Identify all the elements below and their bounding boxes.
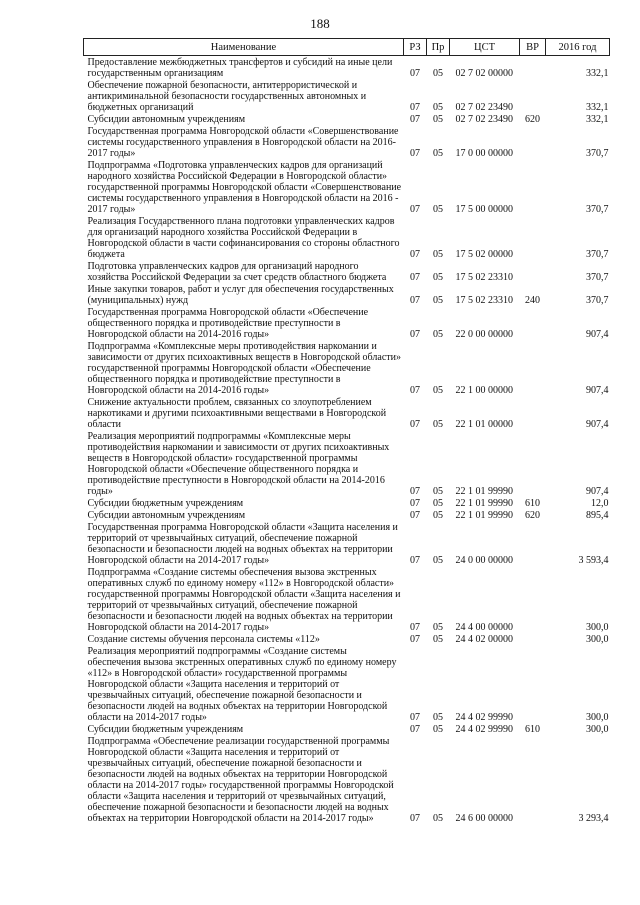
- cell-sum: 370,7: [586, 148, 609, 159]
- cell-rz: 07: [410, 329, 420, 340]
- cell-vr: 610: [525, 498, 540, 509]
- cell-sum: 332,1: [586, 68, 609, 79]
- cell-rz: 07: [410, 634, 420, 645]
- cell-vr: [520, 340, 546, 396]
- cell-name: Реализация мероприятий подпрограммы «Комплексные меры противодействия наркомании и зависимости от других психоактивных веществ в Новгородской области» государственной программы Новгородской области «Обеспечение общественного порядка и противодействие преступности в Новгородской области на 2014-2016 годы»: [87, 431, 390, 497]
- table-row: [84, 159, 610, 215]
- cell-pr: 05: [433, 385, 443, 396]
- table-row: [84, 79, 610, 113]
- cell-rz: 07: [410, 204, 420, 215]
- cell-pr: 05: [433, 622, 443, 633]
- cell-sum: 370,7: [586, 272, 609, 283]
- header-vr: ВР: [520, 39, 546, 56]
- cell-pr: 05: [433, 419, 443, 430]
- table-row: [84, 260, 610, 283]
- cell-rz: 07: [410, 249, 420, 260]
- cell-rz: 07: [410, 510, 420, 521]
- cell-sum: 332,1: [586, 114, 609, 125]
- cell-pr: 05: [433, 510, 443, 521]
- table-row: [84, 56, 610, 80]
- cell-name: Субсидии бюджетным учреждениям: [87, 498, 244, 509]
- cell-pr: 05: [433, 724, 443, 735]
- header-name: Наименование: [84, 39, 404, 56]
- budget-table: [83, 38, 610, 824]
- cell-sum: 907,4: [586, 419, 609, 430]
- table-row: [84, 566, 610, 633]
- header-rz: РЗ: [404, 39, 427, 56]
- table-row: [84, 125, 610, 159]
- cell-sum: 300,0: [586, 622, 609, 633]
- cell-cst: 17 5 02 23310: [455, 295, 513, 306]
- cell-rz: 07: [410, 724, 420, 735]
- cell-vr: 620: [525, 510, 540, 521]
- cell-cst: 22 1 01 99990: [455, 510, 513, 521]
- cell-vr: [520, 566, 546, 633]
- cell-rz: 07: [410, 102, 420, 113]
- cell-rz: 07: [410, 555, 420, 566]
- cell-rz: 07: [410, 498, 420, 509]
- cell-name: Подготовка управленческих кадров для организаций народного хозяйства Российской Федерации за счет средств областного бюджета: [87, 261, 387, 283]
- table-row: [84, 521, 610, 566]
- cell-name: Подпрограмма «Подготовка управленческих кадров для организаций народного хозяйства Российской Федерации в Новгородской области» государственной программы Новгородской области «Совершенствование системы государственного управления в Новгородской области на 2016 - 2017 годы»: [87, 160, 402, 215]
- cell-pr: 05: [433, 712, 443, 723]
- table-row: [84, 509, 610, 521]
- table-row: [84, 497, 610, 509]
- page-number: 188: [310, 16, 330, 31]
- cell-rz: 07: [410, 272, 420, 283]
- cell-vr: [520, 396, 546, 430]
- cell-pr: 05: [433, 148, 443, 159]
- cell-vr: [520, 125, 546, 159]
- cell-cst: 22 1 01 00000: [455, 419, 513, 430]
- cell-rz: 07: [410, 813, 420, 824]
- cell-cst: 24 4 00 00000: [455, 622, 513, 633]
- cell-pr: 05: [433, 68, 443, 79]
- cell-vr: 620: [525, 114, 540, 125]
- cell-pr: 05: [433, 249, 443, 260]
- cell-vr: [520, 735, 546, 824]
- cell-name: Подпрограмма «Комплексные меры противодействия наркомании и зависимости от других психоактивных веществ в Новгородской области» государственной программы Новгородской области «Обеспечение общественного порядка и противодействие преступности в Новгородской области на 2014-2016 годы»: [87, 341, 401, 396]
- cell-sum: 300,0: [586, 634, 609, 645]
- cell-cst: 24 4 02 00000: [455, 634, 513, 645]
- cell-sum: 895,4: [586, 510, 609, 521]
- cell-vr: [520, 159, 546, 215]
- cell-sum: 12,0: [591, 498, 609, 509]
- cell-sum: 3 293,4: [578, 813, 609, 824]
- cell-sum: 300,0: [586, 724, 609, 735]
- cell-pr: 05: [433, 329, 443, 340]
- cell-rz: 07: [410, 622, 420, 633]
- cell-rz: 07: [410, 68, 420, 79]
- cell-sum: 370,7: [586, 295, 609, 306]
- cell-rz: 07: [410, 419, 420, 430]
- cell-cst: 24 4 02 99990: [455, 712, 513, 723]
- cell-vr: 240: [525, 295, 540, 306]
- cell-name: Обеспечение пожарной безопасности, антитеррористической и антикриминальной безопасности государственных автономных и бюджетных организаций: [87, 80, 367, 113]
- cell-sum: 907,4: [586, 329, 609, 340]
- cell-cst: 17 0 00 00000: [455, 148, 513, 159]
- header-pr: Пр: [427, 39, 450, 56]
- cell-rz: 07: [410, 712, 420, 723]
- cell-vr: [520, 56, 546, 80]
- cell-vr: [520, 521, 546, 566]
- cell-sum: 370,7: [586, 204, 609, 215]
- table-row: [84, 735, 610, 824]
- cell-vr: [520, 430, 546, 497]
- cell-pr: 05: [433, 634, 443, 645]
- cell-vr: [520, 645, 546, 723]
- cell-sum: 332,1: [586, 102, 609, 113]
- cell-cst: 02 7 02 23490: [455, 102, 513, 113]
- cell-pr: 05: [433, 272, 443, 283]
- cell-vr: 610: [525, 724, 540, 735]
- cell-sum: 370,7: [586, 249, 609, 260]
- cell-cst: 22 1 00 00000: [455, 385, 513, 396]
- table-row: [84, 645, 610, 723]
- table-row: [84, 723, 610, 735]
- cell-pr: 05: [433, 102, 443, 113]
- cell-rz: 07: [410, 295, 420, 306]
- cell-rz: 07: [410, 486, 420, 497]
- cell-pr: 05: [433, 498, 443, 509]
- header-year: 2016 год: [546, 39, 610, 56]
- cell-vr: [520, 306, 546, 340]
- header-cst: ЦСТ: [450, 39, 520, 56]
- cell-name: Субсидии автономным учреждениям: [87, 114, 246, 125]
- cell-sum: 907,4: [586, 385, 609, 396]
- cell-rz: 07: [410, 385, 420, 396]
- cell-cst: 02 7 02 23490: [455, 114, 513, 125]
- table-row: [84, 633, 610, 645]
- table-row: [84, 283, 610, 306]
- cell-cst: 17 5 00 00000: [455, 204, 513, 215]
- cell-sum: 3 593,4: [578, 555, 609, 566]
- cell-vr: [520, 215, 546, 260]
- cell-rz: 07: [410, 114, 420, 125]
- cell-pr: 05: [433, 555, 443, 566]
- cell-name: Государственная программа Новгородской области «Обеспечение общественного порядка и противодействие преступности в Новгородской области на 2014-2016 годы»: [87, 307, 369, 340]
- cell-cst: 17 5 02 00000: [455, 249, 513, 260]
- cell-pr: 05: [433, 295, 443, 306]
- table-row: [84, 113, 610, 125]
- cell-vr: [520, 260, 546, 283]
- cell-name: Подпрограмма «Обеспечение реализации государственной программы Новгородской области «Защита населения и территорий от чрезвычайных ситуаций, обеспечение пожарной безопасности и безопасности людей на водных объектах на территории Новгородской области на 2014-2017 годы» государственной программы Новгородской области «Защита населения и территорий от чрезвычайных ситуаций, обеспечение пожарной безопасности и безопасности людей на водных объектах на территории Новгородской области на 2014-2017 годы»: [87, 736, 394, 824]
- cell-name: Реализация Государственного плана подготовки управленческих кадров для организаций народного хозяйства Российской Федерации в Новгородской области в части софинансирования со стороны областного бюджета: [87, 216, 400, 260]
- cell-name: Иные закупки товаров, работ и услуг для обеспечения государственных (муниципальных) нужд: [87, 284, 394, 306]
- cell-name: Субсидии бюджетным учреждениям: [87, 724, 244, 735]
- cell-pr: 05: [433, 114, 443, 125]
- cell-cst: 02 7 02 00000: [455, 68, 513, 79]
- cell-cst: 24 6 00 00000: [455, 813, 513, 824]
- cell-pr: 05: [433, 486, 443, 497]
- cell-name: Предоставление межбюджетных трансфертов и субсидий на иные цели государственным организациям: [87, 57, 393, 79]
- cell-pr: 05: [433, 204, 443, 215]
- cell-name: Снижение актуальности проблем, связанных со злоупотреблением наркотиками и другими психоактивными веществами в Новгородской области: [87, 397, 387, 430]
- cell-cst: 22 1 01 99990: [455, 486, 513, 497]
- table-row: [84, 396, 610, 430]
- cell-cst: 24 0 00 00000: [455, 555, 513, 566]
- table-row: [84, 306, 610, 340]
- cell-name: Подпрограмма «Создание системы обеспечения вызова экстренных оперативных служб по единому номеру «112» в Новгородской области» государственной программы Новгородской области «Защита населения и территорий от чрезвычайных ситуаций, обеспечение пожарной безопасности и безопасности людей на водных объектах на территории Новгородской области на 2014-2017 годы»: [87, 567, 401, 633]
- cell-cst: 24 4 02 99990: [455, 724, 513, 735]
- cell-sum: 300,0: [586, 712, 609, 723]
- table-row: [84, 340, 610, 396]
- cell-cst: 22 0 00 00000: [455, 329, 513, 340]
- cell-name: Реализация мероприятий подпрограммы «Создание системы обеспечения вызова экстренных оперативных служб по единому номеру «112» в Новгородской области» государственной программы Новгородской области «Защита населения и территорий от чрезвычайных ситуаций, обеспечение пожарной безопасности и безопасности людей на водных объектах на территории Новгородской области на 2014-2017 годы»: [87, 646, 397, 723]
- cell-name: Субсидии автономным учреждениям: [87, 510, 246, 521]
- cell-name: Государственная программа Новгородской области «Совершенствование системы государственного управления в Новгородской области на 2016-2017 годы»: [87, 126, 399, 159]
- table-header-row: [84, 39, 610, 56]
- cell-sum: 907,4: [586, 486, 609, 497]
- cell-rz: 07: [410, 148, 420, 159]
- table-row: [84, 430, 610, 497]
- cell-vr: [520, 79, 546, 113]
- cell-cst: 22 1 01 99990: [455, 498, 513, 509]
- cell-cst: 17 5 02 23310: [455, 272, 513, 283]
- cell-name: Государственная программа Новгородской области «Защита населения и территорий от чрезвычайных ситуаций, обеспечение пожарной безопасности и безопасности людей на водных объектах на территории Новгородской области на 2014-2017 годы»: [87, 522, 398, 566]
- cell-pr: 05: [433, 813, 443, 824]
- cell-name: Создание системы обучения персонала системы «112»: [87, 634, 320, 645]
- cell-vr: [520, 633, 546, 645]
- table-row: [84, 215, 610, 260]
